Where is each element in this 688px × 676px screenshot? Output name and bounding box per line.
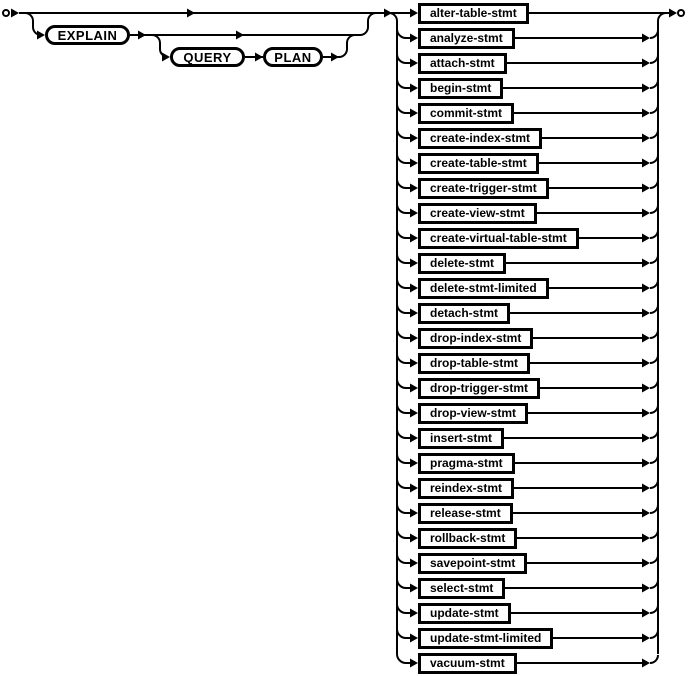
arrowhead — [642, 559, 650, 568]
arrowhead — [642, 384, 650, 393]
wire-row-merge — [650, 580, 658, 588]
arrowhead — [162, 53, 170, 62]
node-create-trigger-stmt[interactable]: create-trigger-stmt — [418, 178, 549, 199]
keyword-plan: PLAN — [263, 47, 323, 67]
wire-row-entry — [397, 54, 410, 63]
node-savepoint-stmt[interactable]: savepoint-stmt — [418, 553, 527, 574]
arrowhead — [642, 584, 650, 593]
wire-row-entry — [397, 29, 410, 38]
node-vacuum-stmt[interactable]: vacuum-stmt — [418, 653, 517, 674]
arrowhead — [642, 234, 650, 243]
node-delete-stmt-limited[interactable]: delete-stmt-limited — [418, 278, 549, 299]
node-update-stmt-limited[interactable]: update-stmt-limited — [418, 628, 553, 649]
node-select-stmt[interactable]: select-stmt — [418, 578, 505, 599]
arrowhead — [410, 384, 418, 393]
arrowhead — [410, 209, 418, 218]
wire-row-entry — [397, 104, 410, 113]
arrowhead — [642, 259, 650, 268]
wire-row-entry — [397, 354, 410, 363]
arrowhead — [410, 134, 418, 143]
keyword-query: QUERY — [170, 47, 245, 67]
arrowhead — [642, 59, 650, 68]
node-attach-stmt[interactable]: attach-stmt — [418, 53, 507, 74]
node-drop-table-stmt[interactable]: drop-table-stmt — [418, 353, 530, 374]
arrowhead — [642, 359, 650, 368]
node-create-view-stmt[interactable]: create-view-stmt — [418, 203, 537, 224]
arrowhead — [642, 534, 650, 543]
wire-row-merge — [650, 380, 658, 388]
arrowhead — [410, 159, 418, 168]
arrowhead — [642, 309, 650, 318]
arrowhead — [410, 84, 418, 93]
wire-row-entry — [397, 454, 410, 463]
node-detach-stmt[interactable]: detach-stmt — [418, 303, 510, 324]
arrowhead — [138, 31, 146, 40]
arrowhead — [187, 9, 195, 18]
arrowhead — [410, 559, 418, 568]
wire-row-merge — [650, 255, 658, 263]
node-reindex-stmt[interactable]: reindex-stmt — [418, 478, 514, 499]
wire-row-merge — [650, 280, 658, 288]
arrowhead — [642, 334, 650, 343]
arrowhead — [410, 584, 418, 593]
wire-row-entry — [397, 129, 410, 138]
node-create-table-stmt[interactable]: create-table-stmt — [418, 153, 539, 174]
wire-row-entry — [397, 229, 410, 238]
wire-row-merge — [650, 55, 658, 63]
header-wires — [11, 9, 677, 655]
arrowhead — [410, 484, 418, 493]
wire-row-merge — [650, 30, 658, 38]
wire-row-merge — [650, 555, 658, 563]
wire-row-entry — [397, 79, 410, 88]
keyword-explain: EXPLAIN — [45, 25, 130, 45]
arrowhead — [410, 409, 418, 418]
wire-explain-rejoin — [360, 13, 376, 35]
arrowhead — [642, 609, 650, 618]
wire-row-merge — [650, 405, 658, 413]
arrowhead — [642, 159, 650, 168]
wire-row-merge — [650, 205, 658, 213]
arrowhead — [410, 109, 418, 118]
wire-row-merge — [650, 230, 658, 238]
arrowhead — [410, 9, 418, 18]
arrowhead — [410, 184, 418, 193]
wire-row-merge — [650, 505, 658, 513]
wire-row-merge — [650, 155, 658, 163]
wire-right-trunk — [658, 13, 669, 654]
start-terminal-icon — [3, 10, 9, 16]
arrowhead — [642, 434, 650, 443]
wire-query-branch — [152, 35, 168, 57]
node-release-stmt[interactable]: release-stmt — [418, 503, 513, 524]
wire-row-entry — [397, 654, 410, 663]
arrowhead — [410, 459, 418, 468]
node-drop-view-stmt[interactable]: drop-view-stmt — [418, 403, 528, 424]
arrowhead — [410, 659, 418, 668]
wire-row-merge — [650, 355, 658, 363]
arrowhead — [410, 634, 418, 643]
arrowhead — [410, 59, 418, 68]
arrowhead — [410, 284, 418, 293]
node-begin-stmt[interactable]: begin-stmt — [418, 78, 503, 99]
arrowhead — [410, 234, 418, 243]
wire-row-entry — [397, 554, 410, 563]
arrowhead — [642, 209, 650, 218]
wire-row-entry — [397, 154, 410, 163]
node-insert-stmt[interactable]: insert-stmt — [418, 428, 504, 449]
arrowhead — [642, 409, 650, 418]
arrowhead — [255, 53, 263, 62]
arrowhead — [37, 31, 45, 40]
wire-row-entry — [397, 254, 410, 263]
arrowhead — [410, 534, 418, 543]
wire-row-entry — [397, 529, 410, 538]
wire-row-entry — [397, 629, 410, 638]
wire-row-merge — [650, 305, 658, 313]
wire-row-entry — [397, 304, 410, 313]
arrowhead — [642, 634, 650, 643]
wire-row-merge — [650, 130, 658, 138]
end-terminal-icon — [678, 10, 684, 16]
wire-row-entry — [397, 429, 410, 438]
node-delete-stmt[interactable]: delete-stmt — [418, 253, 506, 274]
node-alter-table-stmt[interactable]: alter-table-stmt — [418, 3, 529, 24]
wire-row-entry — [397, 379, 410, 388]
node-pragma-stmt[interactable]: pragma-stmt — [418, 453, 515, 474]
wire-plan-rejoin — [339, 35, 355, 57]
node-rollback-stmt[interactable]: rollback-stmt — [418, 528, 517, 549]
wire-row-merge — [650, 480, 658, 488]
wire-row-merge — [650, 330, 658, 338]
wire-row-entry — [397, 604, 410, 613]
arrowhead — [410, 34, 418, 43]
wire-row-merge — [650, 180, 658, 188]
arrowhead — [410, 309, 418, 318]
arrowhead — [642, 184, 650, 193]
wire-row-merge — [650, 455, 658, 463]
wire-row-entry — [397, 479, 410, 488]
arrowhead — [642, 134, 650, 143]
arrowhead — [236, 31, 244, 40]
arrowhead — [410, 334, 418, 343]
arrowhead — [642, 509, 650, 518]
arrowhead — [642, 84, 650, 93]
arrowhead — [410, 609, 418, 618]
wire-row-entry — [397, 279, 410, 288]
wire-row-entry — [397, 329, 410, 338]
node-update-stmt[interactable]: update-stmt — [418, 603, 511, 624]
arrowhead — [331, 53, 339, 62]
node-drop-index-stmt[interactable]: drop-index-stmt — [418, 328, 533, 349]
arrowhead — [642, 459, 650, 468]
arrowhead — [410, 509, 418, 518]
node-drop-trigger-stmt[interactable]: drop-trigger-stmt — [418, 378, 540, 399]
wire-row-merge — [650, 80, 658, 88]
wire-row-merge — [650, 530, 658, 538]
wire-row-merge — [650, 105, 658, 113]
wire-left-trunk — [389, 13, 397, 654]
wire-row-entry — [397, 504, 410, 513]
arrowhead — [669, 9, 677, 18]
wire-row-entry — [397, 579, 410, 588]
node-create-index-stmt[interactable]: create-index-stmt — [418, 128, 542, 149]
node-analyze-stmt[interactable]: analyze-stmt — [418, 28, 515, 49]
arrowhead — [410, 259, 418, 268]
arrowhead — [11, 9, 19, 18]
wire-row-entry — [397, 204, 410, 213]
arrowhead — [642, 284, 650, 293]
arrowhead — [642, 484, 650, 493]
arrowhead — [410, 434, 418, 443]
arrowhead — [410, 359, 418, 368]
wire-row-merge — [650, 630, 658, 638]
arrowhead — [642, 109, 650, 118]
arrowhead — [642, 34, 650, 43]
wire-row-entry — [397, 179, 410, 188]
arrowhead — [642, 659, 650, 668]
arrowhead — [384, 9, 392, 18]
node-commit-stmt[interactable]: commit-stmt — [418, 103, 514, 124]
wire-row-merge — [650, 655, 658, 663]
wire-row-entry — [397, 404, 410, 413]
wire-row-merge — [650, 430, 658, 438]
wire-row-merge — [650, 605, 658, 613]
node-create-virtual-table-stmt[interactable]: create-virtual-table-stmt — [418, 228, 579, 249]
